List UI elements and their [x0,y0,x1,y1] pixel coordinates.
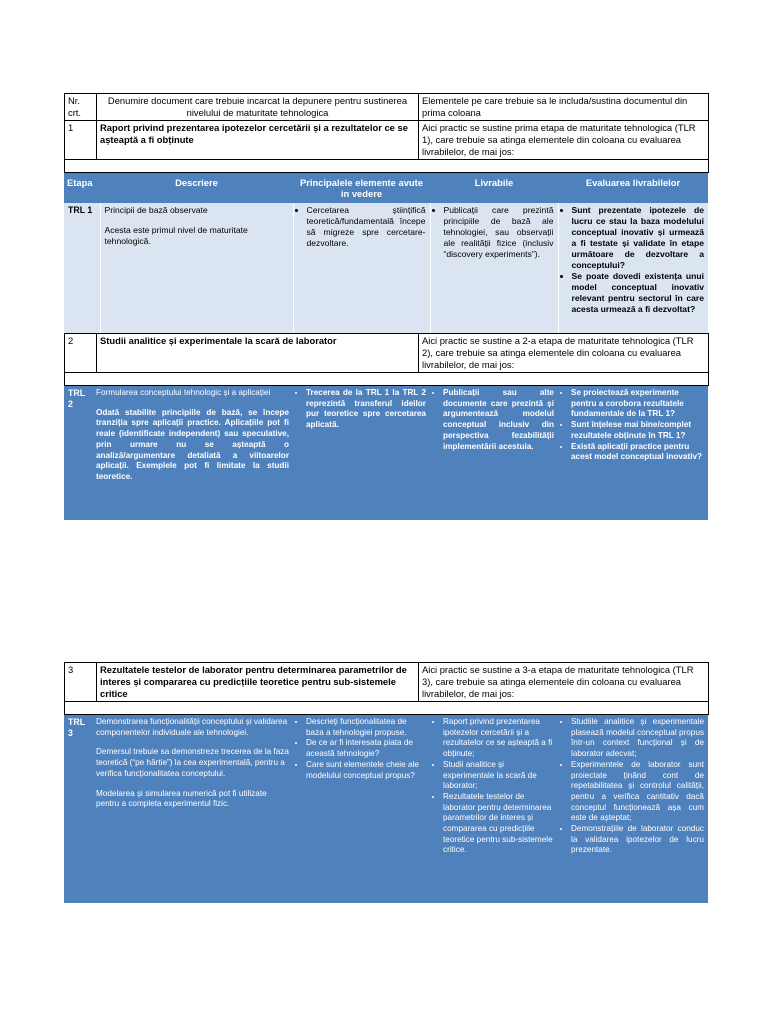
row-note: Aici practic se sustine prima etapa de maturitate tehnologica (TLR 1), care trebuie sa atinga elementele din coloana cu evaluarea livrabilelor, de mai jos: [419,121,709,160]
trl1-livrabile [430,203,558,333]
trl3-descriere-text: Demonstrarea funcționalității conceptului și validarea componentelor individuale ale tehnologiei. [96,717,288,737]
col-etapa: Etapa [64,173,100,203]
trl1-elemente [293,203,430,333]
col-descriere: Descriere [100,173,293,203]
trl2-evaluare [558,386,708,520]
table-header-row [65,94,709,121]
blank-row [65,373,709,386]
nr-header: Nr. crt. [65,94,97,121]
trl2-etapa: TRL 2 [64,386,92,520]
trl3-evaluare-item: • Demonstrațiile de laborator conduc la validarea ipotezelor de lucru prezentate. [571,824,704,856]
table-row [65,334,709,373]
trl1-etapa: TRL 1 [64,203,100,333]
trl1-evaluare-item: • Sunt prezentate ipotezele de lucru ce stau la baza modelului conceptual inovativ și urmează a fi testate și validate în etape următoare de dezvoltare a conceptului? [572,205,705,271]
trl3-elemente-item: • Care sunt elementele cheie ale modelului conceptual propus? [306,760,426,781]
trl3-evaluare [558,715,708,903]
trl2-descriere-title: Formularea conceptului tehnologic și a aplicației [96,388,271,397]
row-document: Rezultatele testelor de laborator pentru determinarea parametrilor de interes și compararea cu predicțiile teoretice pentru sub-sistemele critice [97,663,419,702]
row-note: Aici practic se sustine a 2-a etapa de maturitate tehnologica (TLR 2), care trebuie sa atinga elementele din coloana cu evaluarea livrabilelor, de mai jos: [419,334,709,373]
row-nr: 1 [65,121,97,160]
trl3-elemente-item: • De ce ar fi interesata piata de această tehnologie? [306,738,426,759]
trl3-descriere [92,715,293,903]
trl2-evaluare-item: • Se proiectează experimente pentru a corobora rezultatele fundamentale de la TRL 1? [571,388,704,420]
trl2-elemente [293,386,430,520]
row-nr: 2 [65,334,97,373]
row3-table [64,662,709,715]
trl2-elemente-item: • Trecerea de la TRL 1 la TRL 2 reprezintă transferul ideilor pur teoretice spre cercetarea aplicată. [306,388,426,431]
trl1-evaluare [558,203,708,333]
trl2-livrabile-item: • Publicații sau alte documente care prezintă și argumentează modelul conceptual inclusiv din perspectiva fezabilității implementării acestuia. [443,388,554,452]
trl1-row [64,203,708,333]
trl-table-3 [64,715,708,903]
col-elemente: Principalele elemente avute in vedere [293,173,430,203]
trl3-etapa: TRL 3 [64,715,92,903]
trl3-evaluare-item: • Studiile analitice și experimentale plasează modelul conceptual propus într-un context funcțional și de laborator adecvat; [571,717,704,760]
trl-table-1 [64,173,708,333]
table-trl-1-2 [64,93,708,520]
trl3-evaluare-item: • Experimentele de laborator sunt proiectate ținând cont de repetabilitatea și controlul calității, pentru a verifica cantitativ dacă conceptul funcționează așa cum este de așteptat; [571,760,704,824]
trl2-descriere [92,386,293,520]
trl3-elemente-item: • Descrieți funcționalitatea de baza a tehnologiei propuse. [306,717,426,738]
table-row [65,663,709,702]
trl3-livrabile-item: • Raport privind prezentarea ipotezelor cercetării și a rezultatelor ce se așteaptă a fi obținute; [443,717,554,760]
elemente-header: Elementele pe care trebuie sa le includa/sustina documentul din prima coloana [419,94,709,121]
trl3-livrabile-item: • Rezultatele testelor de laborator pentru determinarea parametrilor de interes și compararea cu predicțiile teoretice pentru sub-sistemele critice. [443,792,554,856]
blank-row [65,160,709,173]
trl3-row [64,715,708,903]
row-nr: 3 [65,663,97,702]
header-table [64,93,709,173]
trl1-livrabile-item: • Publicații care prezintă principiile de bază ale tehnologiei, sau observații ale realității fizice (inclusiv “discovery experiments”). [444,205,554,260]
col-evaluare: Evaluarea livrabilelor [558,173,708,203]
trl3-descriere-text: Modelarea și simularea numerică pot fi utilizate pentru a completa experimentul fizic. [96,788,267,809]
table-trl-3 [64,662,708,903]
row-note: Aici practic se sustine a 3-a etapa de maturitate tehnologica (TLR 3), care trebuie sa atinga elementele din coloana cu evaluarea livrabilelor, de mai jos: [419,663,709,702]
trl1-descriere-text: Acesta este primul nivel de maturitate tehnologică. [104,225,248,246]
trl1-descriere-title: Principii de bază observate [104,205,208,215]
trl2-row [64,386,708,520]
trl3-descriere-text: Demersul trebuie sa demonstreze trecerea de la faza teoretică (“pe hârtie”) la cea experimentală, pentru a verifica funcționalitatea conceptului. [96,747,289,778]
trl2-livrabile [430,386,558,520]
columns-header-row [64,173,708,203]
row-document: Raport privind prezentarea ipotezelor cercetării și a rezultatelor ce se așteaptă a fi obținute [97,121,419,160]
row2-table [64,333,709,386]
blank-row [65,702,709,715]
trl2-descriere-text: Odată stabilite principiile de bază, se începe tranziția spre aplicații practice. Aplicațiile pot fi reale (identificate independent) sau speculative, prin urmare nu se așteaptă o analiză/argumentare detaliată a viitoarelor aplicații. Exemplele pot fi limitate la studii teoretice. [96,407,289,481]
col-livrabile: Livrabile [430,173,558,203]
trl2-evaluare-item: • Există aplicații practice pentru acest model conceptual inovativ? [571,442,704,463]
trl1-evaluare-item: • Se poate dovedi existența unui model conceptual inovativ relevant pentru sectorul în care acesta urmează a fi dezvoltat? [572,271,705,315]
table-row [65,121,709,160]
trl1-elemente-item: • Cercetarea științifică teoretică/fundamentală începe să migreze spre cercetare-dezvoltare. [307,205,426,249]
trl1-descriere [100,203,293,333]
trl3-livrabile [430,715,558,903]
trl3-elemente [293,715,430,903]
trl2-evaluare-item: • Sunt înțelese mai bine/complet rezultatele obținute în TRL 1? [571,420,704,441]
denumire-header: Denumire document care trebuie incarcat la depunere pentru sustinerea nivelului de maturitate tehnologica [97,94,419,121]
row-document: Studii analitice și experimentale la scară de laborator [97,334,419,373]
trl3-livrabile-item: • Studii analitice și experimentale la scară de laborator; [443,760,554,792]
trl-table-2 [64,386,708,520]
